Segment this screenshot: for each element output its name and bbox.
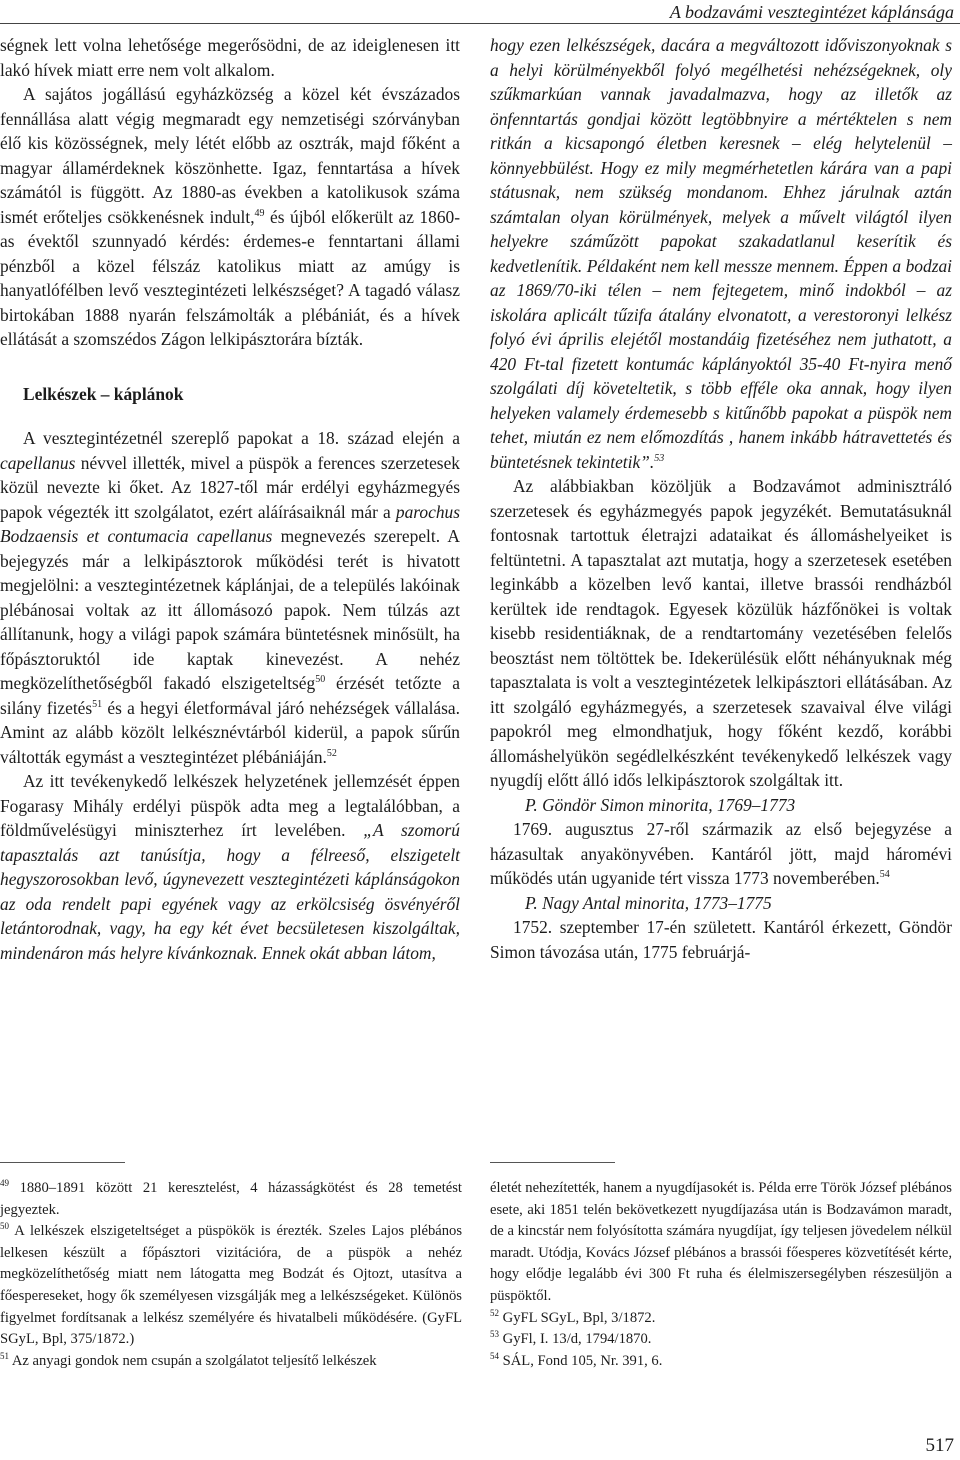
footnote-54: $^{54}$ SÁL, Fond 105, Nr. 391, 6. — [490, 1350, 663, 1369]
priest-entry-text: 1769. augusztus 27-ről származik az első bejegyzése a házasultak anyakönyvében. Kantáról jött, majd háromévi működés után ugyanide tért vissza 1773 novemberében.$^{54}$ — [490, 819, 952, 888]
footnote-53: $^{53}$ GyFl, I. 13/d, 1794/1870. — [490, 1329, 652, 1348]
paragraph-list-intro: Az alábbiakban közöljük a Bodzavámot adminisztráló szerzetesek és egyházmegyés papok jegyzékét. Bemutatásuknál fontosnak tartottuk életrajzi adataikat és állomáshelyeiket is feltüntetni. A tapasztalat azt mutatja, hogy a szerzetesek esetében leginkább a közelben levő kantai, illetve brassói rendházból kerültek ide rendtagok. Egyesek közülük házfőnökei is voltak kisebb residentiáknak, de a rendtartomány vezetésében felelős beosztást nem töltöttek be. Idekerülésük előtt néhányuknak még tapasztalata is volt a vesztegintézetek lelkipásztori ellátásában. Az itt szolgáló egyházmegyés, a szerzetesek szavaival élve világi papokról meg elmondhatjuk, hogy főként kezdő, korábbi állomáshelyükön segédlelkészként tevékenykedő lelkészek vagy nyugdíj előtt álló idős lelkipásztorok szolgáltak itt. — [490, 476, 952, 790]
paragraph-quote-continuation: hogy ezen lelkészségek, dacára a megváltozott időviszonyoknak s a helyi körülményekből folyó megélhetési nehézségeknek, oly szűkmarkúan vannak javadalmazva, hogy az illetők az önfenntartás gondjai között legtöbbnyire a mértéktelen s nem ritkán a kicsapongó életben keresnek – elég helytelenül – könnyebbülést. Hogy ez mily megmérhetetlen kárára van a papi státusnak, nem szükség mondanom. Ehhez járulnak aztán számtalan olyan körülmények, melyek a művelt világtól ilyen helyekre száműzött papokat szakadatlanul keserítik és kedvetlenítik. Példaként nem kell messze mennem. Éppen a bodzai az 1869/70-iki télen – nem fejtegetem, minő indokból – az iskolára aplicált tűzifa átalány elvonatott, a verestoronyi lelkész folyó évi április elejétől mostandáig fizetéséhez nem juthatott, a 420 Ft-tal fizetett kontumác káplányoktól 35-40 Ft-nyira menő szolgálati díj követeltetik, s több efféle oka annak, hogy ilyen helyeken valamely érdemesebb s kitűnőbb papokat a püspök nem tehet, miután ez nem előmozdítás , hanem inkább hátravettetés és büntetésnek tekintetik”.$^{53}$ — [490, 35, 952, 472]
footnote-51: $^{51}$ Az anyagi gondok nem csupán a szolgálatot teljesítő lelkészek — [0, 1350, 377, 1369]
paragraph-continuation: ségnek lett volna lehetősége megerősödni, de az ideiglenesen itt lakó hívek miatt erre nem volt alkalom. — [0, 35, 460, 80]
footnote-51-continued: életét nehezítették, hanem a nyugdíjasokét is. Példa erre Török József plébános esete, aki 1851 telén bekövetkezett nyugdíjazása után is Bodzavámon maradt, de a kincstár nem folyósította számára nyugdíjat, így teljesen jövedelem nélkül maradt. Utódja, Kovács József plébános a brassói főesperes közvetítését kérte, hogy elődje legalább évi 300 Ft ruha és élelmiszersegélyben részesüljön a püspöktől. — [490, 1180, 952, 1304]
footnote-50: $^{50}$ A lelkészek elszigeteltséget a püspökök is érezték. Szeles Lajos plébános lelkesen készült a főpásztori vizitációra, de a püspök a nehéz megközelíthetőség miatt nem látogatta meg Bodzát és Ojtozt, utasítva a főespereseket, hogy ők személyesen vizsgálják meg a lelkészségeket. Különös figyelmet fordítsanak a lelkész személyére és hivatalbeli működésére. (GyFL SGyL, Bpl, 375/1872.) — [0, 1221, 462, 1348]
footnote-rule — [490, 1162, 615, 1163]
priest-entry-text: 1752. szeptember 17-én született. Kantáról érkezett, Göndör Simon távozása után, 1775 februárjá- — [490, 917, 952, 962]
left-column — [0, 33, 460, 965]
footnote-rule — [0, 1162, 125, 1163]
right-column — [490, 33, 952, 964]
paragraph-parish-history: A sajátos jogállású egyházközség a közel két évszázados fennállása alatt végig megmaradt egy nemzetiségi szórványban élő kis közösségnek, mely létét előbb az osztrák, majd főként a magyar államérdeknek köszönhette. Igaz, fenntartása a hívek számától is függött. Az 1880-as években a katolikusok száma ismét erőteljes csökkenésnek indult,$^{49}$ és újból előkerült az 1860-as évektől szunnyadó kérdés: érdemes-e fenntartani állami pénzből a közel félszáz katolikus miatt az amúgy is hanyatlófélben levő vesztegintézeti lelkészséget? A tagadó válasz birtokában 1888 nyarán felszámolták a plébániát, és a hívek ellátását a szomszédos Zágon lelkipásztorára bízták. — [0, 84, 461, 349]
priest-entry-title: P. Göndör Simon minorita, 1769–1773 — [525, 794, 796, 815]
footnotes-left — [0, 1178, 462, 1372]
footnote-ref-51: 51 — [92, 698, 103, 710]
header-rule — [0, 23, 960, 24]
footnote-ref-53: 53 — [654, 452, 665, 464]
footnote-ref-52: 52 — [326, 747, 337, 759]
paragraph-bishop-letter: Az itt tevékenykedő lelkészek helyzetének jellemzését éppen Fogarasy Mihály erdélyi püspök adta meg a legtalálóbban, a földművelésügyi miniszterhez írt levelében. „A szomorú tapasztalás azt tanúsítja, hogy a félreeső, elszigetelt hegyszorosokban levő, úgynevezett vesztegintézeti káplánságokon az oda rendelt papi egyének vagy az erkölcsiség ösvényéről letántorodnak, vagy, ha egy két évet becsületesen kiszolgáltak, mindenáron más helyre kívánkoznak. Ennek okát abban látom, — [0, 771, 460, 963]
footnote-49: $^{49}$ 1880–1891 között 21 keresztelést, 4 házasságkötést és 28 temetést jegyeztek. — [0, 1178, 462, 1218]
footnote-ref-50: 50 — [315, 674, 326, 686]
priest-entry-title: P. Nagy Antal minorita, 1773–1775 — [525, 892, 772, 913]
running-head: A bodzavámi vesztegintézet káplánsága — [669, 2, 954, 22]
footnote-ref-49: 49 — [254, 207, 265, 219]
paragraph-priests: A vesztegintézetnél szereplő papokat a 18. század elején a capellanus névvel illették, mivel a püspök a ferences szerzetesek közül nevezte ki őket. Az 1827-től már erdélyi egyházmegyés papok végezték itt szolgálatot, ezért aláírásaiknál már a parochus Bodzaensis et contumacia capellanus megnevezés szerepelt. A bejegyzés már a lelkipásztorok működési terét is hivatott megjelölni: a vesztegintézetnek káplánjai, de a település lakóinak plébánosai voltak az itt állomásozó papok. Nem túlzás azt állítanunk, hogy a világi papok számára büntetésnek minősült, ha főpásztoruktól ide kaptak kinevezést. A nehéz megközelíthetőségből fakadó elszigeteltség$^{50}$ érzését tetőzte a silány fizetés$^{51}$ és a hegyi életformával járó nehézségek vállalása. Amint az alább közölt lelkésznévtárból kiderül, a papok sűrűn váltották egymást a vesztegintézet plébániáján.$^{52}$ — [0, 428, 460, 767]
section-heading: Lelkészek – káplánok — [23, 383, 184, 404]
footnote-ref-54: 54 — [879, 869, 890, 881]
footnotes-right — [490, 1178, 952, 1372]
page-number: 517 — [925, 1435, 954, 1456]
footnote-52: $^{52}$ GyFL SGyL, Bpl, 3/1872. — [490, 1307, 656, 1326]
